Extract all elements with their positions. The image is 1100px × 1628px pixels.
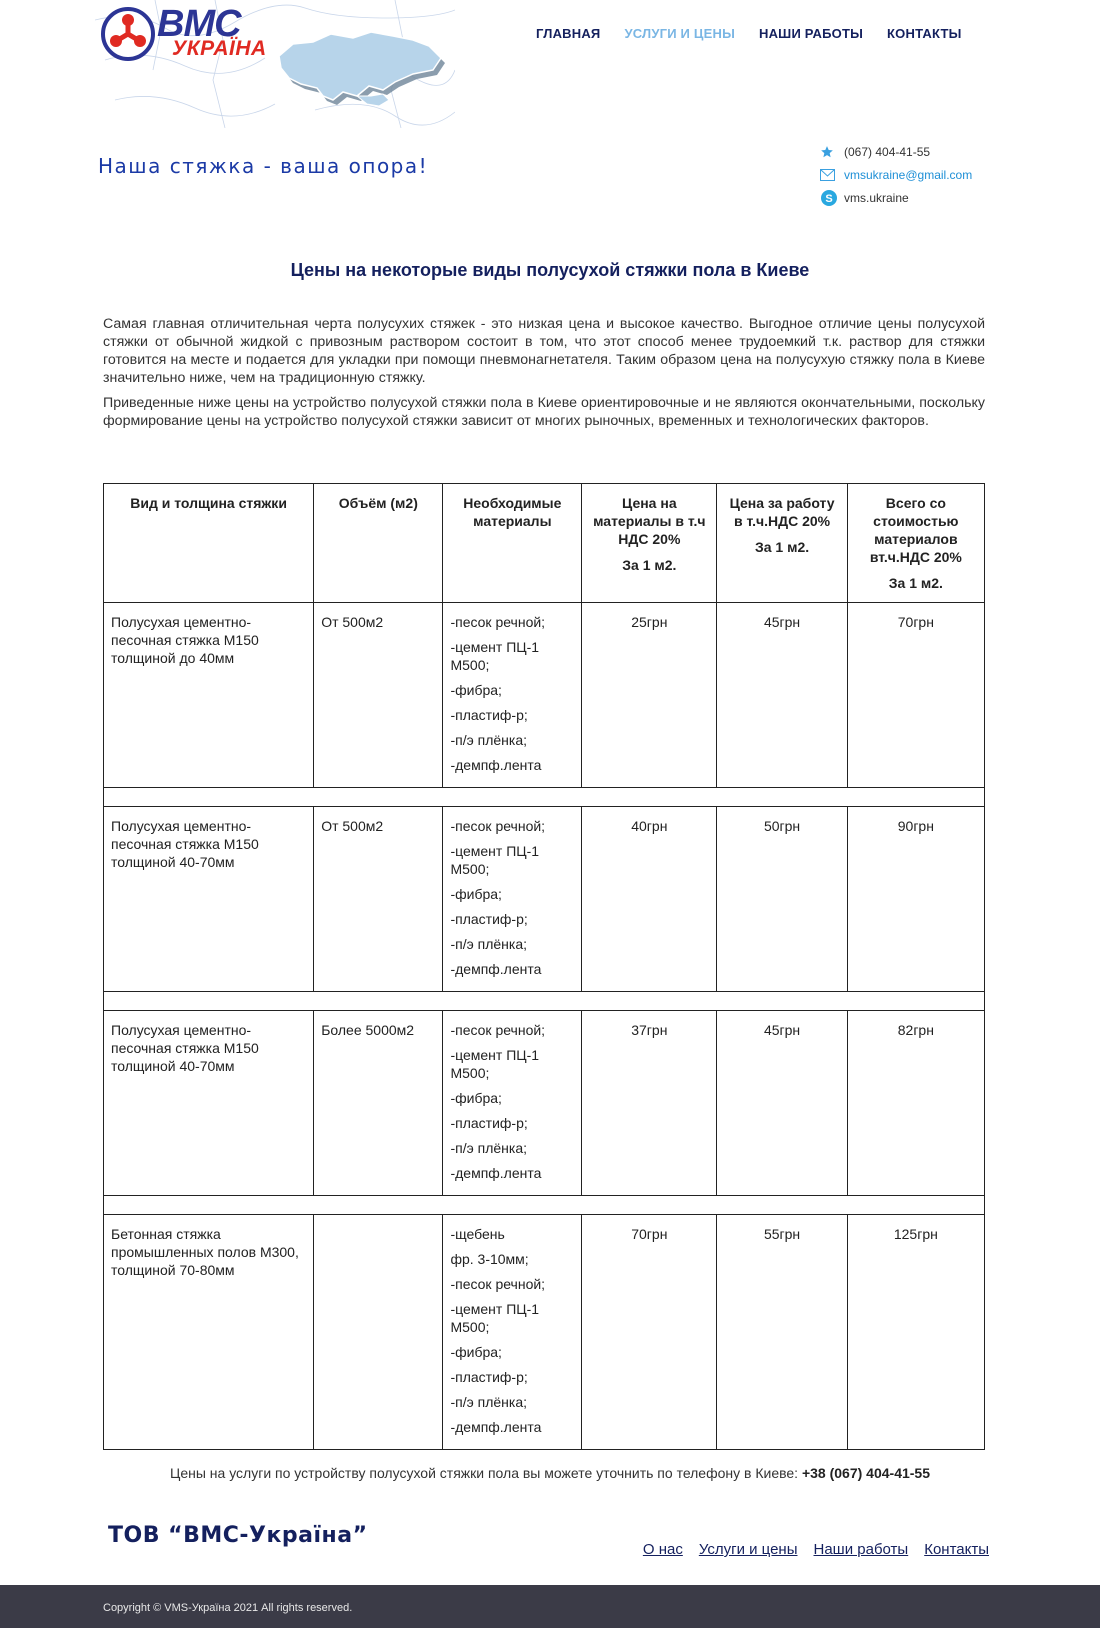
cell-price-materials: 40грн bbox=[582, 807, 717, 992]
table-spacer-row bbox=[104, 992, 985, 1011]
logo-text[interactable]: ВМС bbox=[157, 3, 241, 45]
cell-volume: От 500м2 bbox=[314, 807, 443, 992]
material-item: -песок речной; bbox=[450, 818, 546, 834]
footer-link-contacts[interactable]: Контакты bbox=[924, 1541, 989, 1558]
material-item: -п/э плёнка; bbox=[450, 1140, 527, 1156]
main-nav bbox=[536, 26, 962, 41]
footer-link-our-works[interactable]: Наши работы bbox=[813, 1541, 909, 1558]
cell-type: Полусухая цементно-песочная стяжка М150 толщиной 40-70мм bbox=[104, 807, 314, 992]
table-spacer-row bbox=[104, 1196, 985, 1215]
logo-subtext[interactable]: УКРАЇНА bbox=[172, 37, 267, 60]
header-type: Вид и толщина стяжки bbox=[104, 484, 314, 603]
material-item: -щебень bbox=[450, 1226, 505, 1242]
cell-type: Полусухая цементно-песочная стяжка М150 толщиной до 40мм bbox=[104, 603, 314, 788]
phone-note bbox=[0, 1465, 1100, 1481]
contact-phone: (067) 404-41-55 bbox=[844, 144, 931, 159]
cell-price-materials: 70грн bbox=[582, 1215, 717, 1450]
cell-total: 90грн bbox=[847, 807, 984, 992]
material-item: -демпф.лента bbox=[450, 1419, 542, 1435]
contact-skype: vms.ukraine bbox=[844, 190, 909, 205]
nav-item-home[interactable]: ГЛАВНАЯ bbox=[536, 26, 601, 41]
header-price-materials: Цена на материалы в т.ч НДС 20% За 1 м2. bbox=[582, 484, 717, 603]
material-item: -пластиф-р; bbox=[450, 1115, 528, 1131]
cell-materials bbox=[443, 1011, 582, 1196]
site-header bbox=[0, 0, 1100, 220]
cell-total: 125грн bbox=[847, 1215, 984, 1450]
material-item: -фибра; bbox=[450, 886, 502, 902]
material-item: -фибра; bbox=[450, 1090, 502, 1106]
cell-price-work: 50грн bbox=[717, 807, 847, 992]
material-item: -пластиф-р; bbox=[450, 911, 528, 927]
skype-icon bbox=[820, 189, 844, 207]
cell-type: Бетонная стяжка промышленных полов М300, толщиной 70-80мм bbox=[104, 1215, 314, 1450]
contact-email-link[interactable]: vmsukraine@gmail.com bbox=[844, 167, 973, 182]
material-item: -пластиф-р; bbox=[450, 1369, 528, 1385]
copyright-bar bbox=[0, 1585, 1100, 1628]
envelope-icon bbox=[820, 169, 844, 181]
footer-nav bbox=[643, 1541, 989, 1558]
cell-volume bbox=[314, 1215, 443, 1450]
material-item: -п/э плёнка; bbox=[450, 936, 527, 952]
material-item: -фибра; bbox=[450, 1344, 502, 1360]
table-spacer-row bbox=[104, 788, 985, 807]
material-item: -песок речной; bbox=[450, 1276, 546, 1292]
intro-paragraph: Приведенные ниже цены на устройство полусухой стяжки пола в Киеве ориентировочные и не являются окончательными, поскольку формирование цены на устройство полусухой стяжки зависит от многих рыночных, временных и технологических факторов. bbox=[103, 395, 985, 429]
phone-note-number: +38 (067) 404-41-55 bbox=[801, 1465, 931, 1481]
material-item: -цемент ПЦ-1 М500; bbox=[450, 639, 540, 673]
phone-note-text: Цены на услуги по устройству полусухой стяжки пола вы можете уточнить по телефону в Киеве: bbox=[169, 1465, 802, 1481]
nav-item-our-works[interactable]: НАШИ РАБОТЫ bbox=[759, 26, 864, 41]
star-icon bbox=[820, 145, 844, 159]
material-item: -фибра; bbox=[450, 682, 502, 698]
cell-price-work: 45грн bbox=[717, 1011, 847, 1196]
header-contacts bbox=[820, 140, 972, 209]
footer-link-services-prices[interactable]: Услуги и цены bbox=[698, 1541, 798, 1558]
header-total: Всего со стоимостью материалов вт.ч.НДС 20% За 1 м2. bbox=[847, 484, 984, 603]
contact-skype-row bbox=[820, 186, 972, 209]
table-row bbox=[104, 807, 985, 992]
header-price-work: Цена за работу в т.ч.НДС 20% За 1 м2. bbox=[717, 484, 847, 603]
nav-item-contacts[interactable]: КОНТАКТЫ bbox=[887, 26, 962, 41]
material-item: -п/э плёнка; bbox=[450, 732, 527, 748]
cell-volume: Более 5000м2 bbox=[314, 1011, 443, 1196]
table-row bbox=[104, 603, 985, 788]
cell-total: 82грн bbox=[847, 1011, 984, 1196]
cell-total: 70грн bbox=[847, 603, 984, 788]
cell-materials bbox=[443, 603, 582, 788]
header-volume: Объём (м2) bbox=[314, 484, 443, 603]
intro-text bbox=[103, 315, 985, 437]
contact-phone-row bbox=[820, 140, 972, 163]
intro-paragraph: Самая главная отличительная черта полусухих стяжек - это низкая цена и высокое качество. Выгодное отличие цены полусухой стяжки от обычной жидкой с привозным раствором состоит в том, что этот способ менее трудоемкий т.к. раствор для стяжки готовится на месте и подается для укладки при помощи пневмонагнетателя. Таким образом цена на полусухую стяжку пола в Киеве значительно ниже, чем на традиционную стяжку. bbox=[103, 316, 985, 386]
material-item: -цемент ПЦ-1 М500; bbox=[450, 843, 540, 877]
table-row bbox=[104, 1011, 985, 1196]
cell-price-materials: 37грн bbox=[582, 1011, 717, 1196]
cell-price-work: 45грн bbox=[717, 603, 847, 788]
footer-link-about[interactable]: О нас bbox=[642, 1541, 683, 1558]
material-item: фр. 3-10мм; bbox=[450, 1251, 529, 1267]
logo-emblem-icon[interactable] bbox=[100, 6, 158, 62]
site-slogan: Наша стяжка - ваша опора! bbox=[98, 154, 429, 178]
page-title: Цены на некоторые виды полусухой стяжки пола в Киеве bbox=[290, 260, 810, 280]
material-item: -песок речной; bbox=[450, 614, 546, 630]
material-item: -демпф.лента bbox=[450, 757, 542, 773]
material-item: -песок речной; bbox=[450, 1022, 546, 1038]
cell-price-materials: 25грн bbox=[582, 603, 717, 788]
cell-price-work: 55грн bbox=[717, 1215, 847, 1450]
cell-materials bbox=[443, 807, 582, 992]
contact-email-row bbox=[820, 163, 972, 186]
material-item: -демпф.лента bbox=[450, 961, 542, 977]
price-table bbox=[103, 483, 985, 1450]
company-name: ТОВ “ВМС-Україна” bbox=[108, 1523, 368, 1548]
cell-materials bbox=[443, 1215, 582, 1450]
nav-item-services-prices[interactable]: УСЛУГИ И ЦЕНЫ bbox=[624, 26, 735, 41]
cell-volume: От 500м2 bbox=[314, 603, 443, 788]
svg-text:S: S bbox=[825, 192, 833, 205]
header-materials: Необходимые материалы bbox=[443, 484, 582, 603]
material-item: -цемент ПЦ-1 М500; bbox=[450, 1047, 540, 1081]
material-item: -цемент ПЦ-1 М500; bbox=[450, 1301, 540, 1335]
table-header-row bbox=[104, 484, 985, 603]
table-row bbox=[104, 1215, 985, 1450]
copyright-text: Copyright © VMS-Україна 2021 All rights reserved. bbox=[103, 1602, 353, 1614]
cell-type: Полусухая цементно-песочная стяжка М150 толщиной 40-70мм bbox=[104, 1011, 314, 1196]
material-item: -демпф.лента bbox=[450, 1165, 542, 1181]
material-item: -пластиф-р; bbox=[450, 707, 528, 723]
material-item: -п/э плёнка; bbox=[450, 1394, 527, 1410]
